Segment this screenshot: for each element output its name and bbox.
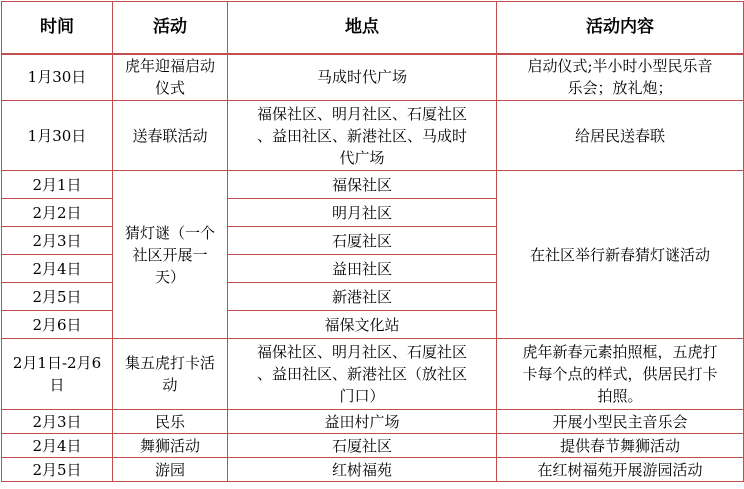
activity-cell: 集五虎打卡活 动 bbox=[113, 339, 228, 410]
activity-cell: 虎年迎福启动 仪式 bbox=[113, 54, 228, 101]
header-row bbox=[2, 2, 744, 54]
time-cell: 2月3日 bbox=[2, 227, 113, 255]
time-cell: 2月5日 bbox=[2, 283, 113, 311]
time-cell: 2月1日-2月6 日 bbox=[2, 339, 113, 410]
time-cell: 2月3日 bbox=[2, 410, 113, 434]
content-cell: 在红树福苑开展游园活动 bbox=[497, 458, 744, 482]
time-cell: 1月30日 bbox=[2, 101, 113, 171]
location-cell: 石厦社区 bbox=[228, 434, 497, 458]
time-cell: 2月5日 bbox=[2, 458, 113, 482]
time-cell: 2月4日 bbox=[2, 434, 113, 458]
location-cell: 红树福苑 bbox=[228, 458, 497, 482]
location-cell: 福保社区 bbox=[228, 171, 497, 199]
schedule-table bbox=[1, 1, 744, 482]
header-activity: 活动 bbox=[113, 2, 228, 54]
time-cell: 2月4日 bbox=[2, 255, 113, 283]
table-row bbox=[2, 339, 744, 410]
location-cell: 益田村广场 bbox=[228, 410, 497, 434]
location-cell: 福保文化站 bbox=[228, 311, 497, 339]
header-location: 地点 bbox=[228, 2, 497, 54]
location-cell: 石厦社区 bbox=[228, 227, 497, 255]
content-cell: 给居民送春联 bbox=[497, 101, 744, 171]
table-row bbox=[2, 54, 744, 101]
location-cell: 福保社区、明月社区、石厦社区 、益田社区、新港社区、马成时 代广场 bbox=[228, 101, 497, 171]
location-cell: 马成时代广场 bbox=[228, 54, 497, 101]
location-cell: 新港社区 bbox=[228, 283, 497, 311]
header-time: 时间 bbox=[2, 2, 113, 54]
location-cell: 福保社区、明月社区、石厦社区 、益田社区、新港社区（放社区 门口） bbox=[228, 339, 497, 410]
activity-cell: 民乐 bbox=[113, 410, 228, 434]
activity-cell: 送春联活动 bbox=[113, 101, 228, 171]
time-cell: 1月30日 bbox=[2, 54, 113, 101]
content-cell: 虎年新春元素拍照框，五虎打 卡每个点的样式，供居民打卡 拍照。 bbox=[497, 339, 744, 410]
time-cell: 2月2日 bbox=[2, 199, 113, 227]
activity-cell: 游园 bbox=[113, 458, 228, 482]
time-cell: 2月1日 bbox=[2, 171, 113, 199]
location-cell: 益田社区 bbox=[228, 255, 497, 283]
header-content: 活动内容 bbox=[497, 2, 744, 54]
time-cell: 2月6日 bbox=[2, 311, 113, 339]
table-row bbox=[2, 101, 744, 171]
location-cell: 明月社区 bbox=[228, 199, 497, 227]
content-cell: 开展小型民主音乐会 bbox=[497, 410, 744, 434]
content-cell: 提供春节舞狮活动 bbox=[497, 434, 744, 458]
table-row bbox=[2, 458, 744, 482]
table-row bbox=[2, 410, 744, 434]
activity-cell: 舞狮活动 bbox=[113, 434, 228, 458]
content-cell: 在社区举行新春猜灯谜活动 bbox=[497, 171, 744, 339]
activity-cell: 猜灯谜（一个 社区开展一 天） bbox=[113, 171, 228, 339]
table-row bbox=[2, 171, 744, 199]
content-cell: 启动仪式;半小时小型民乐音 乐会；放礼炮； bbox=[497, 54, 744, 101]
table-row bbox=[2, 434, 744, 458]
